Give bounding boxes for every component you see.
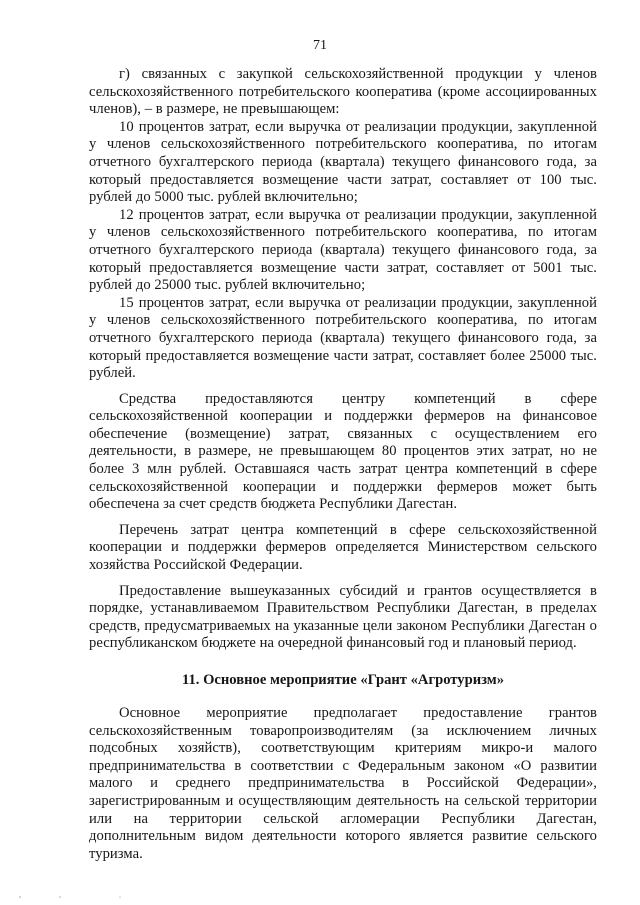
spacer [89,383,597,391]
spacer [89,514,597,522]
paragraph-item-g: г) связанных с закупкой сельскохозяйственной продукции у членов сельскохозяйственного потребительского кооператива (кроме ассоциированных членов), – в размере, не превышающем: [89,66,597,118]
paragraph-expense-list: Перечень затрат центра компетенций в сфере сельскохозяйственной кооперации и поддержки фермеров определяется Министерством сельского хозяйства Российской Федерации. [89,521,597,574]
scan-speck [19,896,21,898]
paragraph-agrotourism-description: Основное мероприятие предполагает предоставление грантов сельскохозяйственным товаропроизводителям (за исключением личных подсобных хозяйств), соответствующим критериям микро-и малого предпринимательства в соответствии с Федеральным законом «О развитии малого и среднего предпринимательства в Российской Федерации», зарегистрированным и осуществляющим деятельность на сельской территории или на территории сельской агломерации Республики Дагестан, дополнительным видом деятельности которого является развитие сельского туризма. [89,705,597,862]
scan-artifact-specks [0,895,640,899]
paragraph-10-percent: 10 процентов затрат, если выручка от реализации продукции, закупленной у членов сельскохозяйственного потребительского кооператива, по итогам отчетного бухгалтерского периода (квартала) текущего финансового года, за который предоставляется возмещение части затрат, составляет от 100 тыс. рублей до 5000 тыс. рублей включительно; [89,118,597,206]
page-number: 71 [313,38,327,53]
section-heading: 11. Основное мероприятие «Грант «Агротуризм» [181,672,504,688]
scan-speck [119,896,120,897]
document-body [89,66,597,863]
paragraph-subsidy-procedure: Предоставление вышеуказанных субсидий и грантов осуществляется в порядке, устанавливаемом Правительством Республики Дагестан, в пределах средств, предусматриваемых на указанные цели законом Республики Дагестан о республиканском бюджете на очередной финансовый год и плановый период. [89,582,597,652]
scan-speck [59,896,61,898]
paragraph-12-percent: 12 процентов затрат, если выручка от реализации продукции, закупленной у членов сельскохозяйственного потребительского кооператива, по итогам отчетного бухгалтерского периода (квартала) текущего финансового года, за который предоставляется возмещение части затрат, составляет от 5001 тыс. рублей до 25000 тыс. рублей включительно; [89,206,597,294]
paragraph-competence-center-funding: Средства предоставляются центру компетенций в сфере сельскохозяйственной кооперации и поддержки фермеров на финансовое обеспечение (возмещение) затрат, связанных с осуществлением его деятельности, в размере, не превышающем 80 процентов этих затрат, но не более 3 млн рублей. Оставшаяся часть затрат центра компетенций в сфере сельскохозяйственной кооперации и поддержки фермеров может быть обеспечена за счет средств бюджета Республики Дагестан. [89,390,597,513]
paragraph-15-percent: 15 процентов затрат, если выручка от реализации продукции, закупленной у членов сельскохозяйственного потребительского кооператива, по итогам отчетного бухгалтерского периода (квартала) текущего финансового года, за который предоставляется возмещение части затрат, составляет более 25000 тыс. рублей. [89,294,597,382]
spacer [89,575,597,583]
